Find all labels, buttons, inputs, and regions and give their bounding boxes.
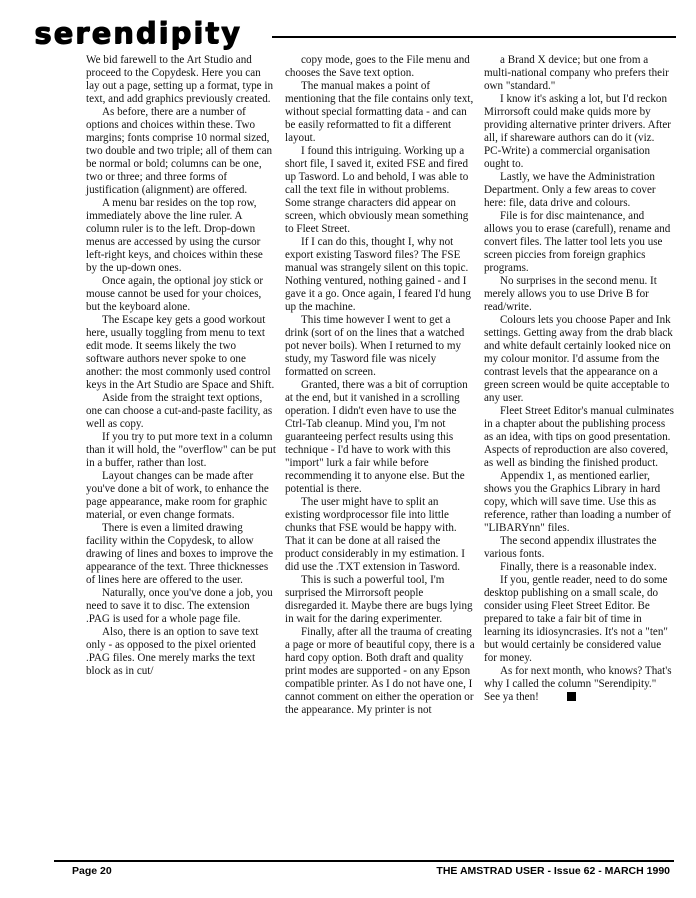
article-paragraph: Layout changes can be made after you've done a bit of work, to enhance the page appearance, make room for graphic material, or even change formats.	[86, 470, 269, 521]
end-of-article-mark	[567, 692, 576, 701]
article-paragraph: copy mode, goes to the File menu and chooses the Save text option.	[285, 54, 470, 79]
article-paragraph: The second appendix illustrates the various fonts.	[484, 535, 657, 560]
article-paragraph: No surprises in the second menu. It merely allows you to use Drive B for read/write.	[484, 275, 657, 313]
footer-rule	[54, 860, 674, 862]
text-column-2	[285, 54, 475, 717]
article-paragraph: Fleet Street Editor's manual culminates in a chapter about the publishing process as an idea, with tips on good presentation. Aspects of reproduction are also covered, as well as binding the finished product.	[484, 405, 674, 469]
column-title: serendipity	[34, 16, 242, 50]
article-paragraph: Also, there is an option to save text only - as opposed to the pixel oriented .PAG files. One merely marks the text block as in cut/	[86, 626, 259, 677]
article-paragraph: Lastly, we have the Administration Department. Only a few areas to cover here: file, data drive and colours.	[484, 171, 656, 209]
article-paragraph: The manual makes a point of mentioning that the file contains only text, without special formatting data - and can be easily reformatted to fit a different layout.	[285, 80, 474, 144]
article-paragraph: A menu bar resides on the top row, immediately above the line ruler. A column ruler is to the left. Drop-down menus are accessed by using the cursor left-right keys, and choices within these by the up-down ones.	[86, 197, 263, 274]
masthead	[34, 16, 674, 50]
text-column-3	[484, 54, 674, 704]
page-number: Page 20	[72, 865, 112, 877]
article-paragraph: a Brand X device; but one from a multi-national company who prefers their own "standard."	[484, 54, 669, 92]
article-paragraph: There is even a limited drawing facility within the Copydesk, to allow drawing of lines and boxes to improve the appearance of the text. Three thicknesses of lines here are offered to the user.	[86, 522, 274, 586]
article-paragraph: If you, gentle reader, need to do some desktop publishing on a small scale, do consider using Fleet Street Editor. Be prepared to take a fair bit of time in learning its idiosyncrasies. It's not a "ten" but would certainly be considered value for money.	[484, 574, 668, 664]
article-paragraph: Granted, there was a bit of corruption at the end, but it vanished in a scrolling operation. I didn't even have to use the Ctrl-Tab cleanup. Mind you, I'm not guaranteeing perfect results using this technique - I'd have to work with this "import" lurk a fair while before recommending it to anyone else. But the potential is there.	[285, 379, 468, 495]
article-paragraph: Finally, after all the trauma of creating a page or more of beautiful copy, there is a hard copy option. Both draft and quality print modes are supported - on any Epson compatible printer. As I do not have one, I cannot comment on either the operation or the appearance. My printer is not	[285, 626, 475, 716]
article-paragraph: If you try to put more text in a column than it will hold, the "overflow" can be put in a buffer, rather than lost.	[86, 431, 276, 469]
article-paragraph: Finally, there is a reasonable index.	[500, 561, 657, 573]
article-paragraph: File is for disc maintenance, and allows you to erase (carefull), rename and convert files. The latter tool lets you use screen piccies from foreign graphics programs.	[484, 210, 671, 274]
article-paragraph: I know it's asking a lot, but I'd reckon Mirrorsoft could make quids more by providing alternative printer drivers. After all, if shareware authors can do it (viz. PC-Write) a commercial organisation ought to.	[484, 93, 671, 170]
article-paragraph: As for next month, who knows? That's why I called the column "Serendipity." See ya then!	[484, 665, 672, 703]
publication-issue: THE AMSTRAD USER - Issue 62 - MARCH 1990	[436, 865, 670, 877]
article-paragraph: Naturally, once you've done a job, you need to save it to disc. The extension .PAG is used for a whole page file.	[86, 587, 273, 625]
article-paragraph: Once again, the optional joy stick or mouse cannot be used for your choices, but the keyboard alone.	[86, 275, 264, 313]
article-paragraph: I found this intriguing. Working up a short file, I saved it, exited FSE and fired up Tasword. Lo and behold, I was able to call the text file in without problems. Some strange characters did appear on screen, which obviously mean something to Fleet Street.	[285, 145, 469, 235]
masthead-rule	[272, 36, 676, 38]
article-paragraph: Colours lets you choose Paper and Ink settings. Getting away from the drab black and white default certainly looked nice on my colour monitor. I'd assume from the contrast levels that the appearance on a green screen would be quite acceptable to any user.	[484, 314, 673, 404]
article-paragraph: As before, there are a number of options and choices within these. Two margins; fonts comprise 10 normal sized, two double and two triple; all of them can be normal or bold; columns can be one, two or three; and three forms of justification (alignment) are offered.	[86, 106, 273, 196]
article-paragraph: This time however I went to get a drink (sort of on the lines that a watched pot never boils). When I returned to my study, my Tasword file was nicely formatted on screen.	[285, 314, 465, 378]
article-paragraph: Appendix 1, as mentioned earlier, shows you the Graphics Library in hard copy, which will save time. Use this as reference, rather than loading a number of "LIBARYnn" files.	[484, 470, 671, 534]
article-paragraph: We bid farewell to the Art Studio and proceed to the Copydesk. Here you can lay out a page, setting up a format, type in text, and add graphics previously created.	[86, 54, 274, 105]
text-column-1	[86, 54, 276, 678]
article-paragraph: Aside from the straight text options, one can choose a cut-and-paste facility, as well as copy.	[86, 392, 273, 430]
article-paragraph: The user might have to split an existing wordprocessor file into little chunks that FSE would be happy with. That it can be done at all raised the product considerably in my estimation. I did use the .TXT extension in Tasword.	[285, 496, 465, 573]
article-paragraph: If I can do this, thought I, why not export existing Tasword files? The FSE manual was strangely silent on this topic. Nothing ventured, nothing gained - and I gave it a go. Once again, I feared I'd hung up the machine.	[285, 236, 471, 313]
article-paragraph: This is such a powerful tool, I'm surprised the Mirrorsoft people disregarded it. Maybe there are bugs lying in wait for the daring experimenter.	[285, 574, 473, 625]
article-paragraph: The Escape key gets a good workout here, usually toggling from menu to text edit mode. It seems likely the two software authors never spoke to one another: the most commonly used control keys in the Art Studio are Space and Shift.	[86, 314, 275, 391]
